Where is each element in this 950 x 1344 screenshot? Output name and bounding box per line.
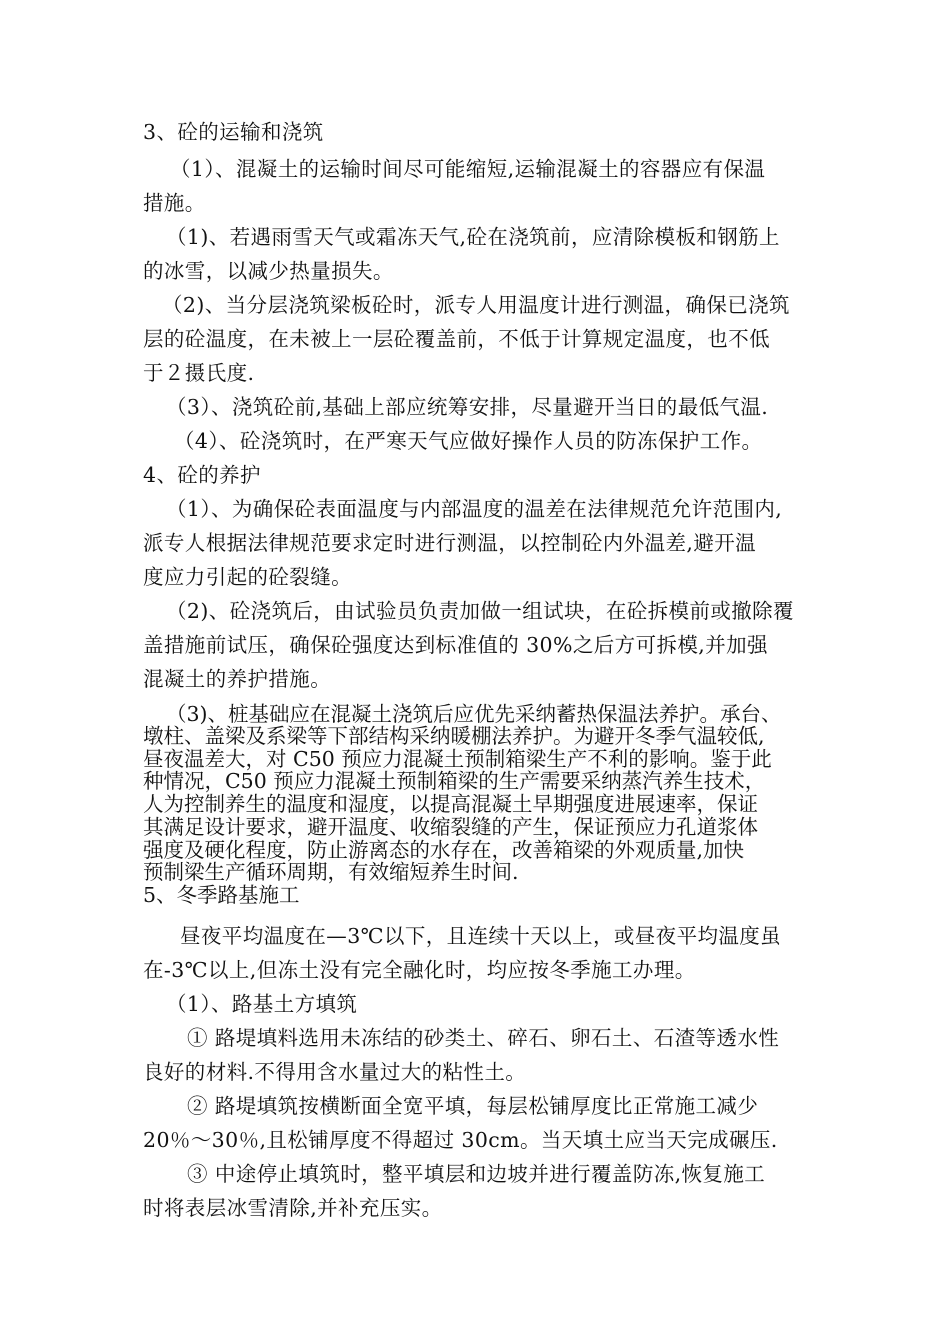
paragraph-line: 昼夜平均温度在—3℃以下，且连续十天以上，或昼夜平均温度虽: [180, 924, 782, 948]
paragraph-line: 于２摄氏度.: [143, 361, 255, 385]
section-heading-5: 5、冬季路基施工: [143, 883, 300, 907]
paragraph-line: 派专人根据法律规范要求定时进行测温，以控制砼内外温差,避开温: [143, 531, 757, 555]
section-heading-4: 4、砼的养护: [143, 463, 261, 487]
paragraph-line: 20％～30％,且松铺厚度不得超过 30cm。当天填土应当天完成碾压.: [143, 1128, 778, 1152]
paragraph-line: 种情况，C50 预应力混凝土预制箱梁的生产需要采纳蒸汽养生技术，: [143, 769, 766, 793]
paragraph-line: 在-3℃以上,但冻土没有完全融化时，均应按冬季施工办理。: [143, 958, 696, 982]
paragraph-line: （3）、浇筑砼前,基础上部应统筹安排，尽量避开当日的最低气温.: [166, 395, 769, 419]
paragraph-line: 的冰雪，以减少热量损失。: [143, 259, 394, 283]
paragraph-line: 强度及硬化程度，防止游离态的水存在，改善箱梁的外观质量,加快: [143, 838, 745, 862]
paragraph-line: 时将表层冰雪清除,并补充压实。: [143, 1196, 443, 1220]
paragraph-line: 其满足设计要求，避开温度、收缩裂缝的产生，保证预应力孔道浆体: [143, 815, 758, 839]
paragraph-line: 混凝土的养护措施。: [143, 667, 332, 691]
paragraph-line: ③ 中途停止填筑时，整平填层和边坡并进行覆盖防冻,恢复施工: [187, 1162, 766, 1186]
section-heading-3: 3、砼的运输和浇筑: [143, 120, 324, 144]
paragraph-line: 层的砼温度，在未被上一层砼覆盖前，不低于计算规定温度，也不低: [143, 327, 770, 351]
paragraph-line: 良好的材料.不得用含水量过大的粘性土。: [143, 1060, 527, 1084]
paragraph-line: 盖措施前试压，确保砼强度达到标准值的 30%之后方可拆模,并加强: [143, 633, 768, 657]
paragraph-line: ② 路堤填筑按横断面全宽平填，每层松铺厚度比正常施工减少: [187, 1094, 759, 1118]
paragraph-line: 人为控制养生的温度和湿度，以提高混凝土早期强度进展速率，保证: [143, 792, 758, 816]
paragraph-line: 措施。: [143, 191, 206, 215]
paragraph-line: （1）、混凝土的运输时间尽可能缩短,运输混凝土的容器应有保温: [170, 157, 766, 181]
paragraph-line: ① 路堤填料选用未冻结的砂类土、碎石、卵石土、石渣等透水性: [187, 1026, 780, 1050]
paragraph-line: （1)、若遇雨雪天气或霜冻天气,砼在浇筑前，应清除模板和钢筋上: [166, 225, 780, 249]
paragraph-line: （4）、砼浇筑时，在严寒天气应做好操作人员的防冻保护工作。: [174, 429, 763, 453]
paragraph-line: （1）、为确保砼表面温度与内部温度的温差在法律规范允许范围内,: [166, 497, 783, 521]
paragraph-line: （1）、路基土方填筑: [166, 992, 358, 1016]
paragraph-line: （2)、砼浇筑后，由试验员负责加做一组试块，在砼拆模前或撤除覆: [166, 599, 794, 623]
paragraph-line: 预制梁生产循环周期，有效缩短养生时间.: [143, 860, 519, 884]
paragraph-line: （3)、桩基础应在混凝土浇筑后应优先采纳蓄热保温法养护。承台、: [166, 702, 782, 726]
paragraph-line: 度应力引起的砼裂缝。: [143, 565, 352, 589]
paragraph-line: （2)、当分层浇筑梁板砼时，派专人用温度计进行测温，确保已浇筑: [162, 293, 790, 317]
paragraph-line: 昼夜温差大，对 C50 预应力混凝土预制箱梁生产不利的影响。鉴于此: [143, 747, 772, 771]
paragraph-line: 墩柱、盖梁及系梁等下部结构采纳暖棚法养护。为避开冬季气温较低,: [143, 724, 765, 748]
